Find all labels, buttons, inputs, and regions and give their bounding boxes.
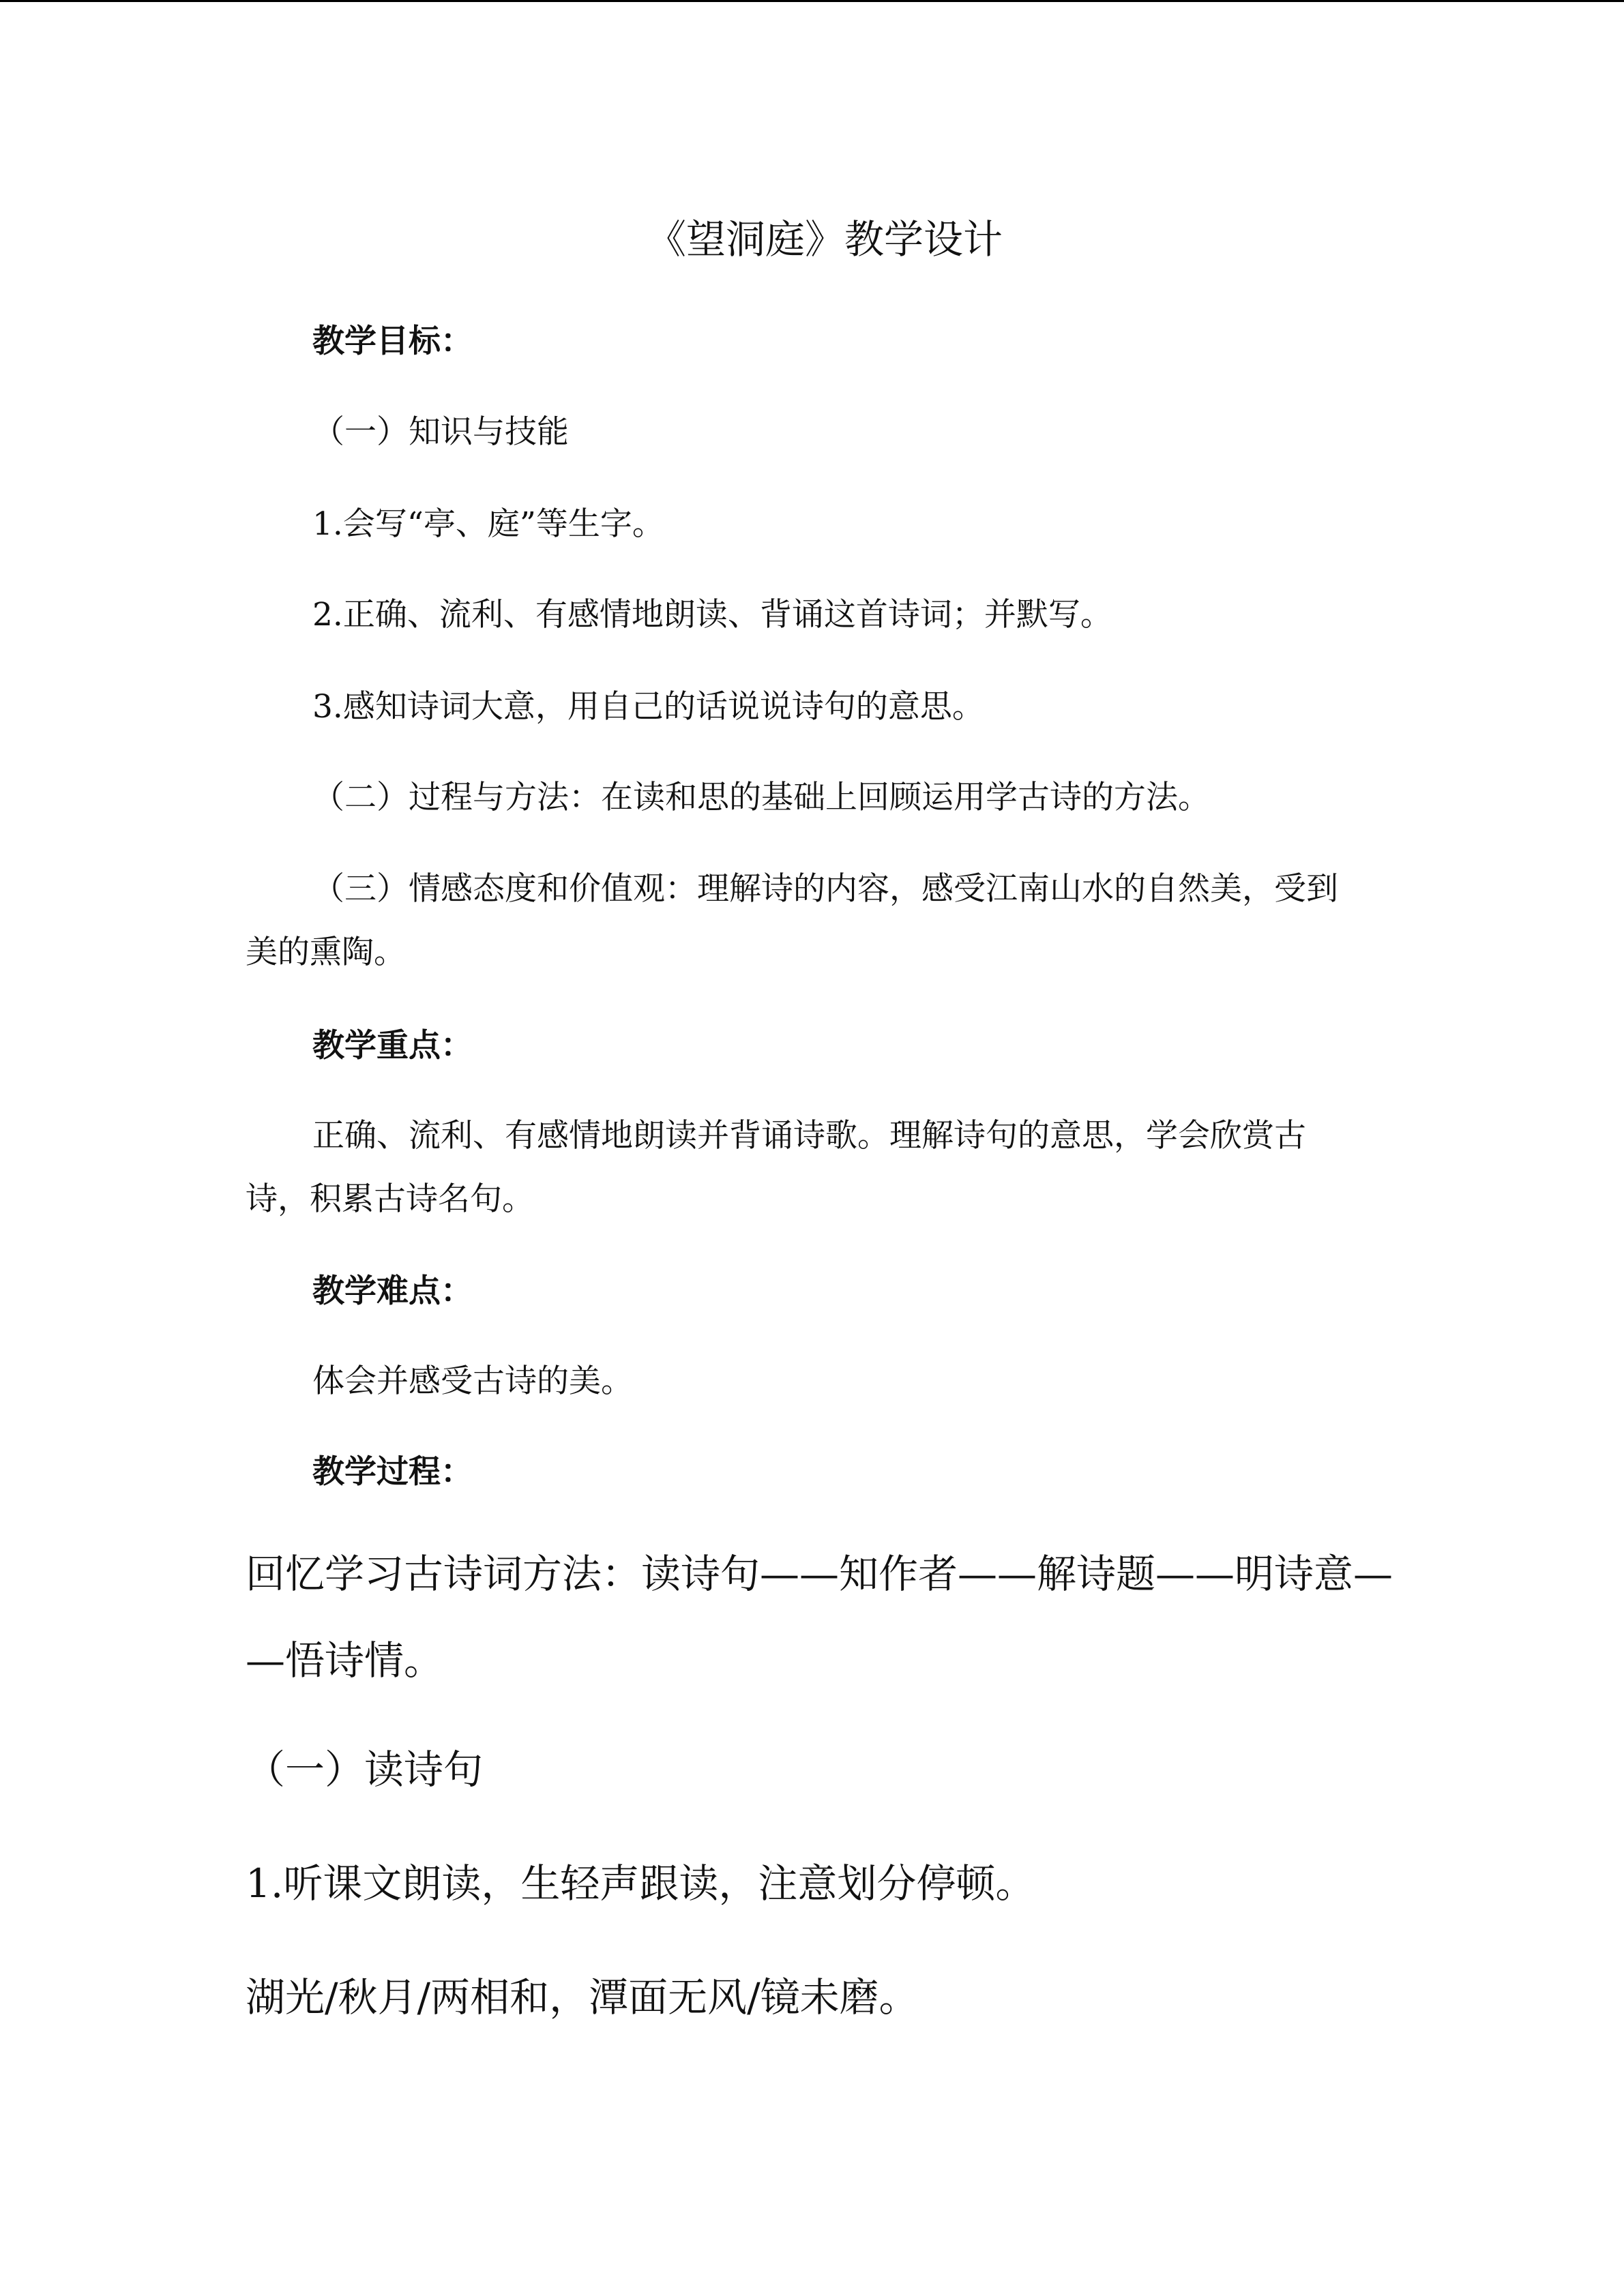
key-points-heading: 教学重点： <box>312 1027 473 1064</box>
key-points-line-2: 诗，积累古诗名句。 <box>246 1180 534 1218</box>
step-1-heading: （一）读诗句 <box>246 1746 484 1793</box>
objective-item-2: 2.正确、流利、有感情地朗读、背诵这首诗词；并默写。 <box>312 596 1112 633</box>
objective-process-method: （二）过程与方法：在读和思的基础上回顾运用学古诗的方法。 <box>312 779 1210 816</box>
step-1-item-1: 1.听课文朗读，生轻声跟读，注意划分停顿。 <box>246 1860 1035 1907</box>
method-line-2: —悟诗情。 <box>246 1637 444 1684</box>
document-page <box>246 0 1393 2296</box>
objective-item-1: 1.会写“亭、庭”等生字。 <box>312 505 664 543</box>
objective-knowledge-heading: （一）知识与技能 <box>312 413 569 451</box>
difficulties-text: 体会并感受古诗的美。 <box>312 1362 633 1400</box>
objectives-heading: 教学目标： <box>312 323 473 360</box>
objective-emotion-line-2: 美的熏陶。 <box>246 934 406 971</box>
process-heading: 教学过程： <box>312 1453 473 1491</box>
poem-line: 湖光/秋月/两相和，潭面无风/镜未磨。 <box>246 1974 919 2021</box>
objective-emotion-line-1: （三）情感态度和价值观：理解诗的内容，感受江南山水的自然美，受到 <box>312 870 1338 908</box>
key-points-line-1: 正确、流利、有感情地朗读并背诵诗歌。理解诗句的意思，学会欣赏古 <box>312 1117 1306 1154</box>
method-line-1: 回忆学习古诗词方法：读诗句——知作者——解诗题——明诗意— <box>246 1551 1393 1597</box>
document-title: 《望洞庭》教学设计 <box>647 216 1003 263</box>
objective-item-3: 3.感知诗词大意，用自己的话说说诗句的意思。 <box>312 688 984 726</box>
difficulties-heading: 教学难点： <box>312 1272 473 1310</box>
